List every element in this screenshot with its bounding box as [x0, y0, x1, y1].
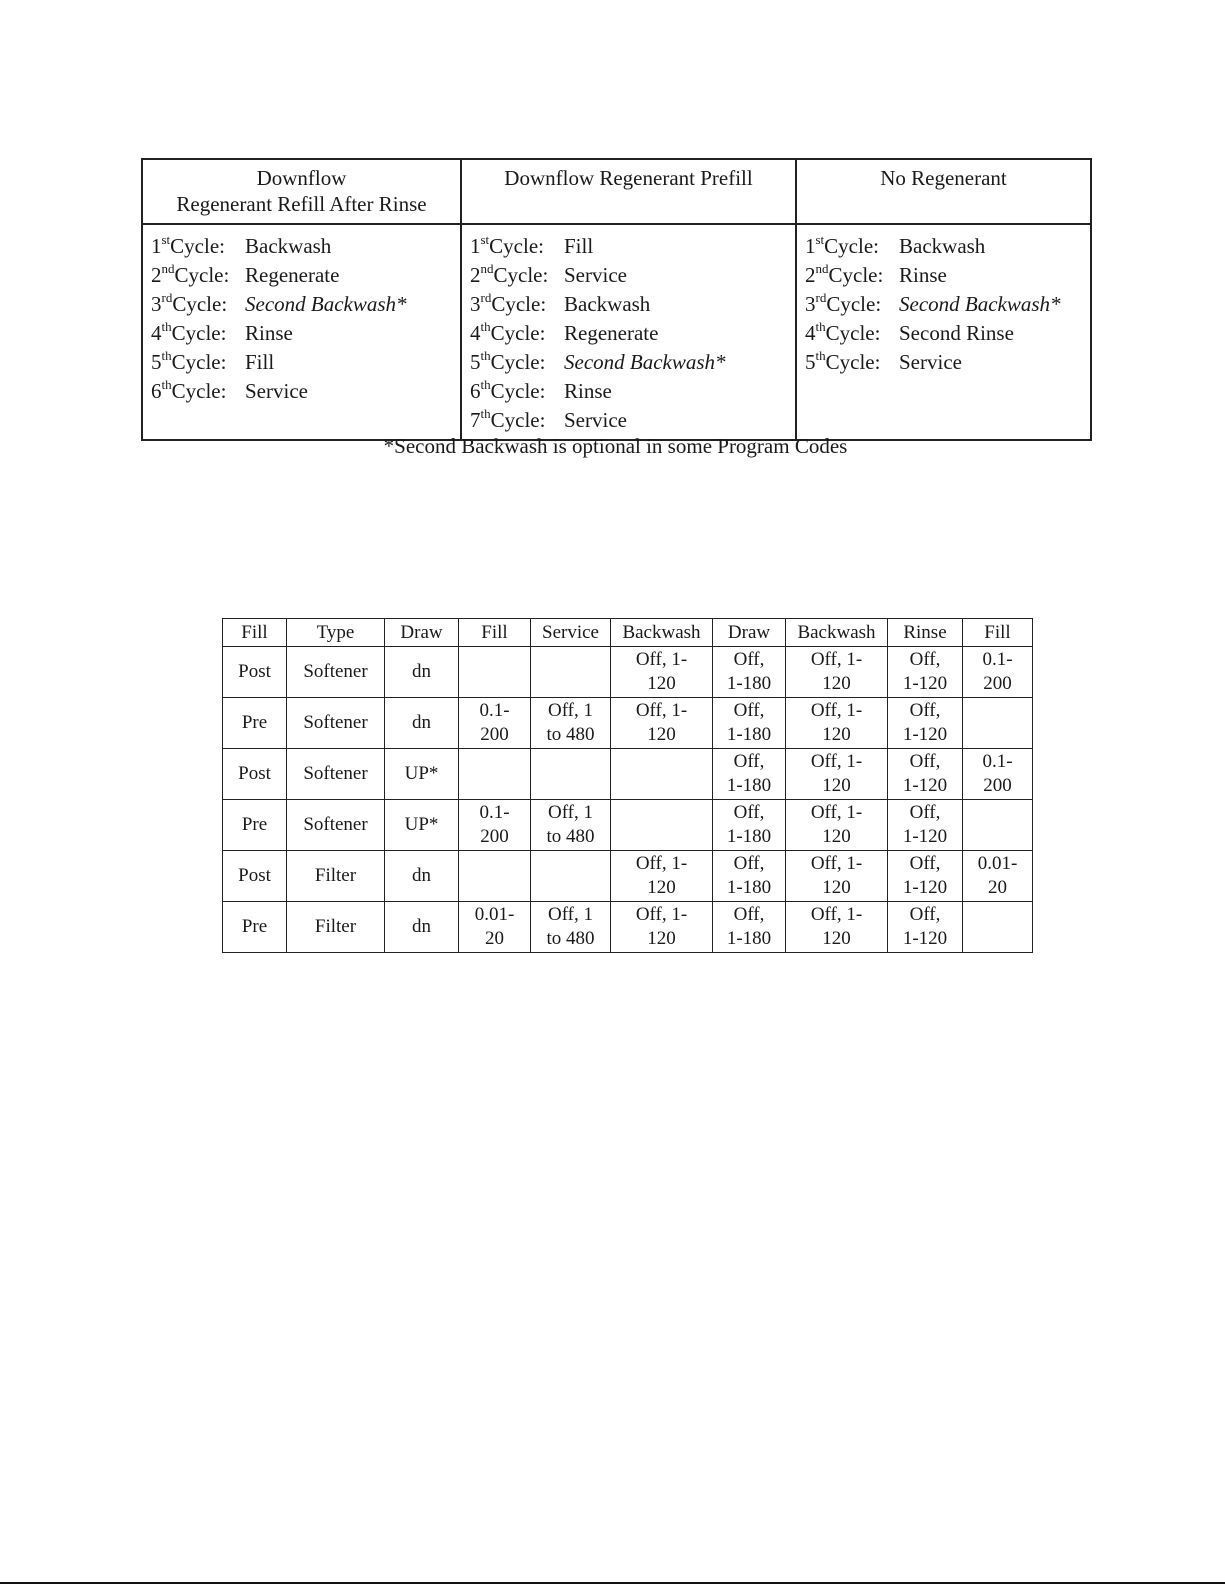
program-code-cell: [287, 698, 385, 749]
program-code-cell: [713, 698, 786, 749]
program-code-column-header: Rinse: [888, 619, 963, 647]
cycle-step-name: Service: [564, 408, 627, 432]
cycle-word: Cycle:: [490, 350, 546, 374]
program-code-row: [223, 647, 1033, 698]
program-code-cell: [786, 647, 888, 698]
cycle-word: Cycle:: [490, 379, 546, 403]
program-code-column-header: Fill: [459, 619, 531, 647]
program-code-column-header: Service: [531, 619, 611, 647]
cycle-ordinal-number: 1: [151, 234, 162, 258]
program-code-cell: [459, 647, 531, 698]
program-code-cell-text: Off, 1 to 480: [546, 904, 595, 949]
cycle-step-name: Fill: [245, 350, 275, 374]
cycle-step-line: [151, 348, 452, 377]
cycle-ordinal-suffix: rd: [161, 290, 173, 305]
program-code-column-header: Backwash: [786, 619, 888, 647]
cycle-step-line: [151, 377, 452, 406]
program-code-cell-text: Softener: [303, 712, 368, 733]
program-code-cell-text: Off, 1-120: [902, 802, 948, 847]
cycle-number-label: [470, 377, 564, 406]
cycle-number-label: [151, 261, 245, 290]
program-code-column-header: Backwash: [611, 619, 713, 647]
cycle-ordinal-suffix: nd: [480, 261, 494, 276]
cycle-ordinal-number: 2: [151, 263, 162, 287]
cycle-word: Cycle:: [489, 234, 544, 258]
program-code-cell-text: Pre: [241, 712, 268, 733]
cycle-ordinal-suffix: nd: [161, 261, 175, 276]
program-code-cell-text: Off, 1- 120: [810, 853, 863, 898]
program-code-cell-text: Off, 1-120: [902, 853, 948, 898]
program-code-cell-text: dn: [412, 661, 431, 682]
program-code-cell: [611, 698, 713, 749]
cycle-ordinal-number: 3: [805, 292, 816, 316]
cycle-column-header: [142, 159, 461, 224]
cycle-step-name: Backwash: [564, 292, 651, 316]
cycle-ordinal-number: 4: [470, 321, 481, 345]
program-code-cell: [223, 851, 287, 902]
cycle-step-line: [470, 406, 787, 435]
program-code-cell: [786, 851, 888, 902]
cycle-step-line: [805, 290, 1082, 319]
cycle-ordinal-suffix: th: [815, 319, 826, 334]
program-code-column-header: Type: [287, 619, 385, 647]
program-code-cell: [888, 698, 963, 749]
program-code-row: [223, 851, 1033, 902]
cycle-step-line: [805, 232, 1082, 261]
cycle-column-header-line: Downflow Regenerant Prefill: [504, 166, 753, 190]
cycle-number-label: [151, 348, 245, 377]
cycle-step-line: [470, 290, 787, 319]
program-code-cell: [713, 851, 786, 902]
program-code-row: [223, 902, 1033, 953]
program-code-cell-text: Off, 1- 120: [810, 649, 863, 694]
program-code-header-row: [223, 619, 1033, 647]
program-code-cell: [786, 749, 888, 800]
cycle-column-header-line: Regenerant Refill After Rinse: [176, 192, 427, 216]
program-code-cell: [287, 647, 385, 698]
program-code-cell: [223, 647, 287, 698]
cycle-ordinal-number: 1: [805, 234, 816, 258]
cycle-ordinal-suffix: st: [815, 232, 825, 247]
cycle-column-header-line: Downflow: [256, 166, 347, 190]
cycle-step-line: [470, 377, 787, 406]
program-code-cell: [611, 647, 713, 698]
cycle-step-line: [805, 348, 1082, 377]
cycle-word: Cycle:: [825, 321, 881, 345]
cycle-ordinal-suffix: st: [161, 232, 171, 247]
cycle-number-label: [151, 232, 245, 261]
cycle-word: Cycle:: [170, 234, 225, 258]
program-code-cell-text: Off, 1-180: [726, 904, 772, 949]
cycle-column-cell: [461, 224, 796, 440]
cycle-step-name: Second Rinse: [899, 321, 1014, 345]
cycle-step-name: Second Backwash*: [564, 350, 726, 374]
program-code-cell-text: Off, 1- 120: [810, 904, 863, 949]
program-code-column-header: Draw: [713, 619, 786, 647]
program-code-cell-text: 0.01- 20: [977, 853, 1018, 898]
program-code-cell: [531, 902, 611, 953]
cycle-word: Cycle:: [490, 321, 546, 345]
cycle-number-label: [470, 261, 564, 290]
cycle-ordinal-number: 7: [470, 408, 481, 432]
program-code-cell: [611, 749, 713, 800]
program-code-cell: [963, 647, 1033, 698]
program-code-cell-text: Off, 1-120: [902, 751, 948, 796]
cycle-number-label: [805, 261, 899, 290]
cycle-ordinal-number: 1: [470, 234, 481, 258]
cycle-number-label: [470, 290, 564, 319]
cycle-ordinal-suffix: rd: [815, 290, 827, 305]
program-code-cell: [459, 902, 531, 953]
program-code-cell: [963, 800, 1033, 851]
program-code-column-header: Draw: [385, 619, 459, 647]
cycle-word: Cycle:: [172, 292, 228, 316]
cycle-column-header: [796, 159, 1091, 224]
program-code-cell-text: Off, 1- 120: [810, 751, 863, 796]
cycle-step-line: [470, 232, 787, 261]
program-code-cell: [223, 749, 287, 800]
cycle-word: Cycle:: [171, 350, 227, 374]
cycle-table-header-row: [142, 159, 1091, 224]
program-code-row: [223, 800, 1033, 851]
cycle-step-line: [805, 261, 1082, 290]
program-code-cell: [287, 851, 385, 902]
cycle-word: Cycle:: [171, 379, 227, 403]
program-code-cell: [786, 698, 888, 749]
program-code-cell-text: Softener: [303, 814, 368, 835]
program-code-cell-text: Off, 1-180: [726, 700, 772, 745]
cycle-ordinal-suffix: rd: [480, 290, 492, 305]
program-code-cell: [963, 749, 1033, 800]
program-code-cell: [786, 800, 888, 851]
program-code-cell: [611, 851, 713, 902]
program-code-cell: [385, 851, 459, 902]
program-code-column-header: Fill: [963, 619, 1033, 647]
cycle-ordinal-suffix: st: [480, 232, 490, 247]
cycle-ordinal-number: 2: [805, 263, 816, 287]
program-code-cell-text: Post: [238, 763, 271, 784]
cycle-ordinal-suffix: th: [480, 319, 491, 334]
program-code-cell-text: Off, 1- 120: [810, 700, 863, 745]
program-code-cell-text: 0.1- 200: [982, 649, 1013, 694]
program-code-cell: [611, 902, 713, 953]
cycle-step-name: Rinse: [564, 379, 612, 403]
cycle-step-name: Rinse: [245, 321, 293, 345]
cycle-number-label: [470, 406, 564, 435]
cycle-number-label: [805, 319, 899, 348]
cycle-number-label: [470, 232, 564, 261]
program-code-cell: [888, 851, 963, 902]
cycle-step-name: Service: [564, 263, 627, 287]
program-code-row: [223, 698, 1033, 749]
program-code-cell-text: dn: [412, 712, 431, 733]
program-code-cell: [888, 800, 963, 851]
cycle-sequence-table: [141, 158, 1092, 441]
program-code-cell-text: Off, 1- 120: [810, 802, 863, 847]
program-code-cell: [287, 800, 385, 851]
cycle-word: Cycle:: [828, 263, 884, 287]
program-code-cell: [888, 647, 963, 698]
cycle-column-cell: [796, 224, 1091, 440]
program-code-cell-text: 0.01- 20: [474, 904, 515, 949]
program-code-row: [223, 749, 1033, 800]
cycle-ordinal-number: 2: [470, 263, 481, 287]
cycle-ordinal-suffix: th: [815, 348, 826, 363]
program-code-cell: [459, 851, 531, 902]
program-code-cell: [287, 902, 385, 953]
cycle-ordinal-number: 3: [470, 292, 481, 316]
cycle-table-body-row: [142, 224, 1091, 440]
program-code-cell: [385, 647, 459, 698]
program-code-cell: [287, 749, 385, 800]
cycle-ordinal-suffix: th: [161, 319, 172, 334]
cycle-ordinal-suffix: th: [480, 406, 491, 421]
program-code-cell: [713, 749, 786, 800]
cycle-step-name: Regenerate: [245, 263, 340, 287]
cycle-step-line: [151, 319, 452, 348]
cycle-step-name: Backwash: [899, 234, 986, 258]
program-code-cell-text: 0.1- 200: [982, 751, 1013, 796]
cycle-step-name: Second Backwash*: [899, 292, 1061, 316]
program-code-cell: [963, 851, 1033, 902]
cycle-word: Cycle:: [824, 234, 879, 258]
program-code-cell-text: Off, 1- 120: [635, 700, 688, 745]
program-code-cell-text: UP*: [404, 814, 439, 835]
program-code-table: [222, 618, 1033, 953]
cycle-step-name: Fill: [564, 234, 594, 258]
program-code-cell: [531, 698, 611, 749]
program-code-cell-text: 0.1- 200: [479, 802, 510, 847]
program-code-cell: [459, 698, 531, 749]
program-code-cell-text: Pre: [241, 814, 268, 835]
second-backwash-footnote: *Second Backwash is optional in some Program Codes: [383, 434, 848, 458]
cycle-step-line: [151, 232, 452, 261]
cycle-word: Cycle:: [826, 292, 882, 316]
program-code-cell-text: Filter: [314, 916, 357, 937]
program-code-cell-text: Off, 1-120: [902, 904, 948, 949]
program-code-cell-text: Off, 1-180: [726, 802, 772, 847]
cycle-ordinal-number: 4: [151, 321, 162, 345]
cycle-step-name: Second Backwash*: [245, 292, 407, 316]
cycle-step-name: Backwash: [245, 234, 332, 258]
program-code-cell-text: UP*: [404, 763, 439, 784]
program-code-cell-text: Off, 1-120: [902, 649, 948, 694]
program-code-cell: [888, 902, 963, 953]
program-code-cell-text: Off, 1 to 480: [546, 700, 595, 745]
cycle-ordinal-suffix: nd: [815, 261, 829, 276]
program-code-cell-text: Off, 1-180: [726, 649, 772, 694]
program-code-cell: [531, 800, 611, 851]
cycle-step-name: Service: [245, 379, 308, 403]
program-code-cell-text: dn: [412, 916, 431, 937]
program-code-cell: [531, 851, 611, 902]
cycle-step-line: [151, 261, 452, 290]
cycle-word: Cycle:: [490, 408, 546, 432]
program-code-cell: [713, 902, 786, 953]
cycle-column-cell: [142, 224, 461, 440]
cycle-step-name: Regenerate: [564, 321, 659, 345]
cycle-step-line: [151, 290, 452, 319]
program-code-cell-text: Pre: [241, 916, 268, 937]
program-code-cell: [531, 749, 611, 800]
program-code-cell-text: Off, 1-120: [902, 700, 948, 745]
program-code-cell-text: Softener: [303, 763, 368, 784]
program-code-cell: [223, 698, 287, 749]
cycle-ordinal-number: 5: [151, 350, 162, 374]
program-code-cell-text: Post: [238, 865, 271, 886]
cycle-number-label: [470, 348, 564, 377]
program-code-cell: [713, 647, 786, 698]
cycle-number-label: [470, 319, 564, 348]
program-code-cell: [963, 902, 1033, 953]
program-code-cell-text: Off, 1- 120: [635, 649, 688, 694]
cycle-ordinal-number: 6: [151, 379, 162, 403]
page-bottom-rule: [0, 1582, 1225, 1584]
program-code-cell-text: Softener: [303, 661, 368, 682]
cycle-number-label: [805, 232, 899, 261]
cycle-ordinal-number: 6: [470, 379, 481, 403]
cycle-column-header-line: No Regenerant: [880, 166, 1007, 190]
program-code-cell: [385, 800, 459, 851]
program-code-cell: [888, 749, 963, 800]
program-code-cell: [713, 800, 786, 851]
program-code-cell-text: Off, 1-180: [726, 853, 772, 898]
program-code-cell-text: Off, 1 to 480: [546, 802, 595, 847]
cycle-word: Cycle:: [825, 350, 881, 374]
cycle-word: Cycle:: [491, 292, 547, 316]
cycle-step-line: [470, 319, 787, 348]
program-code-cell-text: Filter: [314, 865, 357, 886]
cycle-column-header: [461, 159, 796, 224]
cycle-number-label: [805, 290, 899, 319]
cycle-step-line: [470, 261, 787, 290]
program-code-column-header: Fill: [223, 619, 287, 647]
program-code-cell-text: dn: [412, 865, 431, 886]
program-code-body: [223, 647, 1033, 953]
cycle-word: Cycle:: [171, 321, 227, 345]
cycle-word: Cycle:: [174, 263, 230, 287]
cycle-word: Cycle:: [493, 263, 549, 287]
cycle-step-line: [470, 348, 787, 377]
program-code-cell-text: Off, 1- 120: [635, 853, 688, 898]
program-code-cell: [385, 749, 459, 800]
cycle-step-name: Rinse: [899, 263, 947, 287]
cycle-number-label: [805, 348, 899, 377]
program-code-cell-text: Off, 1-180: [726, 751, 772, 796]
program-code-cell: [611, 800, 713, 851]
program-code-cell: [459, 749, 531, 800]
cycle-ordinal-number: 3: [151, 292, 162, 316]
program-code-cell: [786, 902, 888, 953]
cycle-number-label: [151, 290, 245, 319]
program-code-cell: [963, 698, 1033, 749]
program-code-cell: [531, 647, 611, 698]
program-code-cell-text: 0.1- 200: [479, 700, 510, 745]
program-code-cell: [385, 902, 459, 953]
cycle-ordinal-suffix: th: [161, 348, 172, 363]
cycle-ordinal-suffix: th: [480, 377, 491, 392]
cycle-step-name: Service: [899, 350, 962, 374]
cycle-step-line: [805, 319, 1082, 348]
program-code-cell-text: Post: [238, 661, 271, 682]
cycle-number-label: [151, 377, 245, 406]
cycle-ordinal-suffix: th: [161, 377, 172, 392]
program-code-cell: [385, 698, 459, 749]
cycle-ordinal-number: 4: [805, 321, 816, 345]
program-code-cell: [223, 800, 287, 851]
cycle-ordinal-suffix: th: [480, 348, 491, 363]
program-code-cell: [459, 800, 531, 851]
cycle-ordinal-number: 5: [470, 350, 481, 374]
cycle-number-label: [151, 319, 245, 348]
program-code-cell: [223, 902, 287, 953]
cycle-ordinal-number: 5: [805, 350, 816, 374]
program-code-cell-text: Off, 1- 120: [635, 904, 688, 949]
